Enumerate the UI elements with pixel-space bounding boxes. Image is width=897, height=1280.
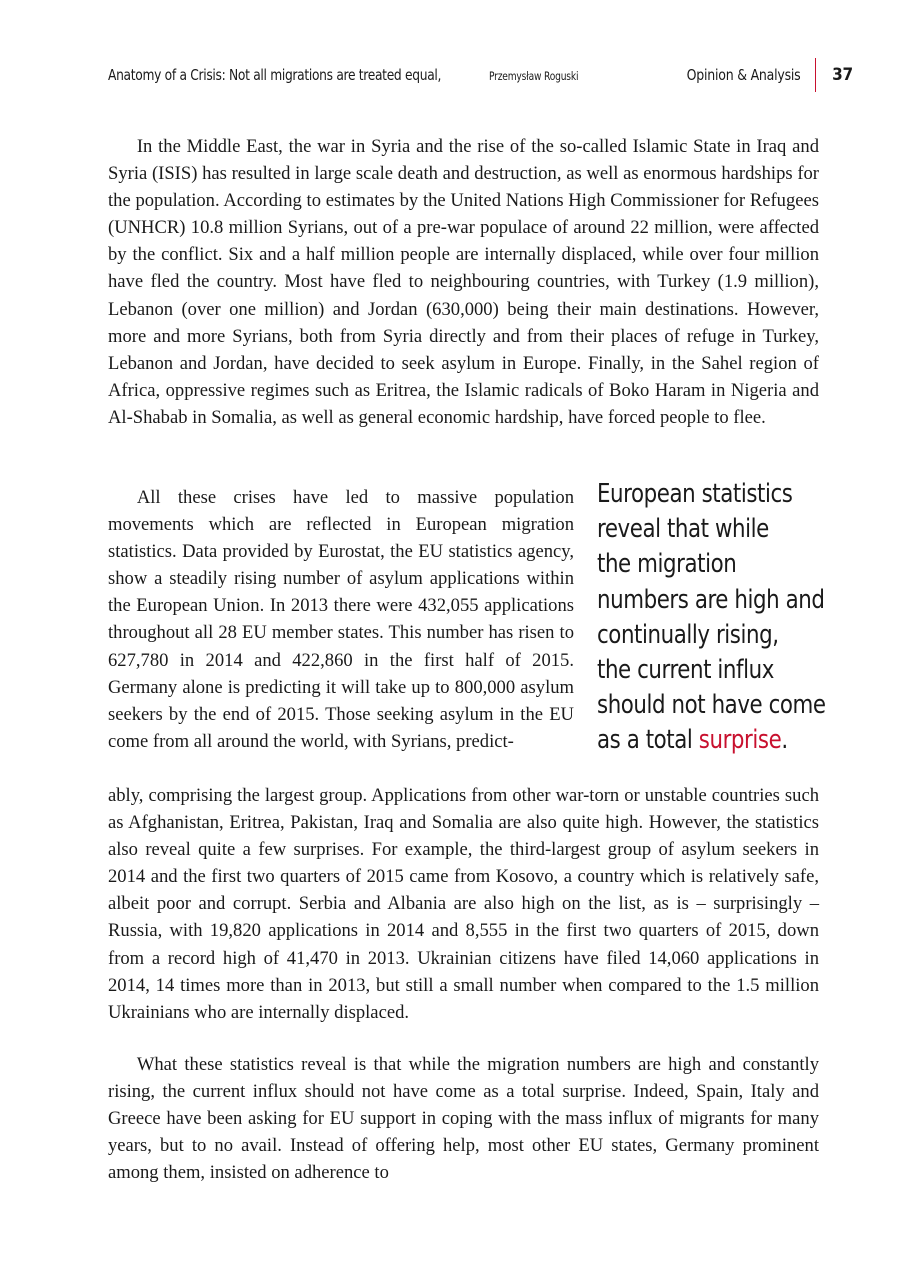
header-author-name: Przemysław Roguski — [488, 69, 578, 83]
pull-quote — [597, 477, 825, 759]
pull-quote-line: numbers are high and — [597, 584, 825, 615]
paragraph-conclusion: What these statistics reveal is that while the migration numbers are high and constantly rising, the current influx should not have come as a total surprise. Indeed, Spain, Italy and Greece have been asking for EU support in coping with the mass influx of migrants for many years, but to no avail. Instead of offering help, most other EU states, Germany prominent among them, insisted on adherence to — [108, 1054, 819, 1184]
page-running-head — [108, 60, 853, 90]
pull-quote-line: continually rising, — [597, 619, 779, 650]
paragraph-european-statistics-column: All these crises have led to massive population movements which are reflected in European migration statistics. Data provided by Eurostat, the EU statistics agency, show a steadily rising number of asylum applications within the European Union. In 2013 there were 432,055 applications throughout all 28 EU member states. This number has risen to 627,780 in 2014 and 422,860 in the first half of 2015. Germany alone is predicting it will take up to 800,000 asylum seekers by the end of 2015. Those seeking asylum in the EU come from all around the world, with Syrians, predict- — [108, 487, 574, 752]
header-divider-rule — [815, 58, 817, 92]
header-article-title: Anatomy of a Crisis: Not all migrations are treated equal, — [108, 66, 442, 84]
pull-quote-line: European statistics — [597, 479, 793, 509]
header-section-label: Opinion & Analysis — [686, 66, 801, 84]
pull-quote-final-prefix: as a total — [597, 725, 699, 756]
paragraph-middle-east-crisis: In the Middle East, the war in Syria and the rise of the so-called Islamic State in Iraq and Syria (ISIS) has resulted in large scale death and destruction, as well as enormous hardships for the population. According to estimates by the United Nations High Commissioner for Refugees (UNHCR) 10.8 million Syrians, out of a pre-war populace of around 22 million, were affected by the conflict. Six and a half million people are internally displaced, while over four million have fled the country. Most have fled to neighbouring countries, with Turkey (1.9 million), Lebanon (over one million) and Jordan (630,000) being their main destinations. However, more and more Syrians, both from Syria directly and from their places of refuge in Turkey, Lebanon and Jordan, have decided to seek asylum in Europe. Finally, in the Sahel region of Africa, oppressive regimes such as Eritrea, the Islamic radicals of Boko Haram in Nigeria and Al-Shabab in Somalia, as well as general economic hardship, have forced people to flee. — [108, 136, 819, 428]
pull-quote-line: the current influx — [597, 655, 774, 686]
pull-quote-line: the migration — [597, 549, 737, 580]
pull-quote-line: reveal that while — [597, 514, 769, 545]
pull-quote-highlight-word: surprise — [698, 725, 782, 756]
running-head-left — [108, 66, 590, 84]
pull-quote-line: should not have come — [597, 690, 826, 721]
pull-quote-final-suffix: . — [781, 725, 788, 756]
paragraph-european-statistics-continued: ably, comprising the largest group. Applications from other war-torn or unstable countries such as Afghanistan, Eritrea, Pakistan, Iraq and Somalia are also quite high. However, the statistics also reveal quite a few surprises. For example, the third-largest group of asylum seekers in 2014 and the first two quarters of 2015 came from Kosovo, a country which is relatively safe, albeit poor and corrupt. Serbia and Albania are also high on the list, as is – surprisingly – Russia, with 19,820 applications in 2014 and 8,555 in the first two quarters of 2015, down from a record high of 41,470 in 2013. Ukrainian citizens have filed 14,060 applications in 2014, 14 times more than in 2013, but still a small number when compared to the 1.5 million Ukrainians who are internally displaced. — [108, 785, 819, 1023]
running-head-right — [674, 58, 853, 92]
pull-quote-final-line — [597, 723, 809, 758]
page-number: 37 — [832, 65, 853, 85]
